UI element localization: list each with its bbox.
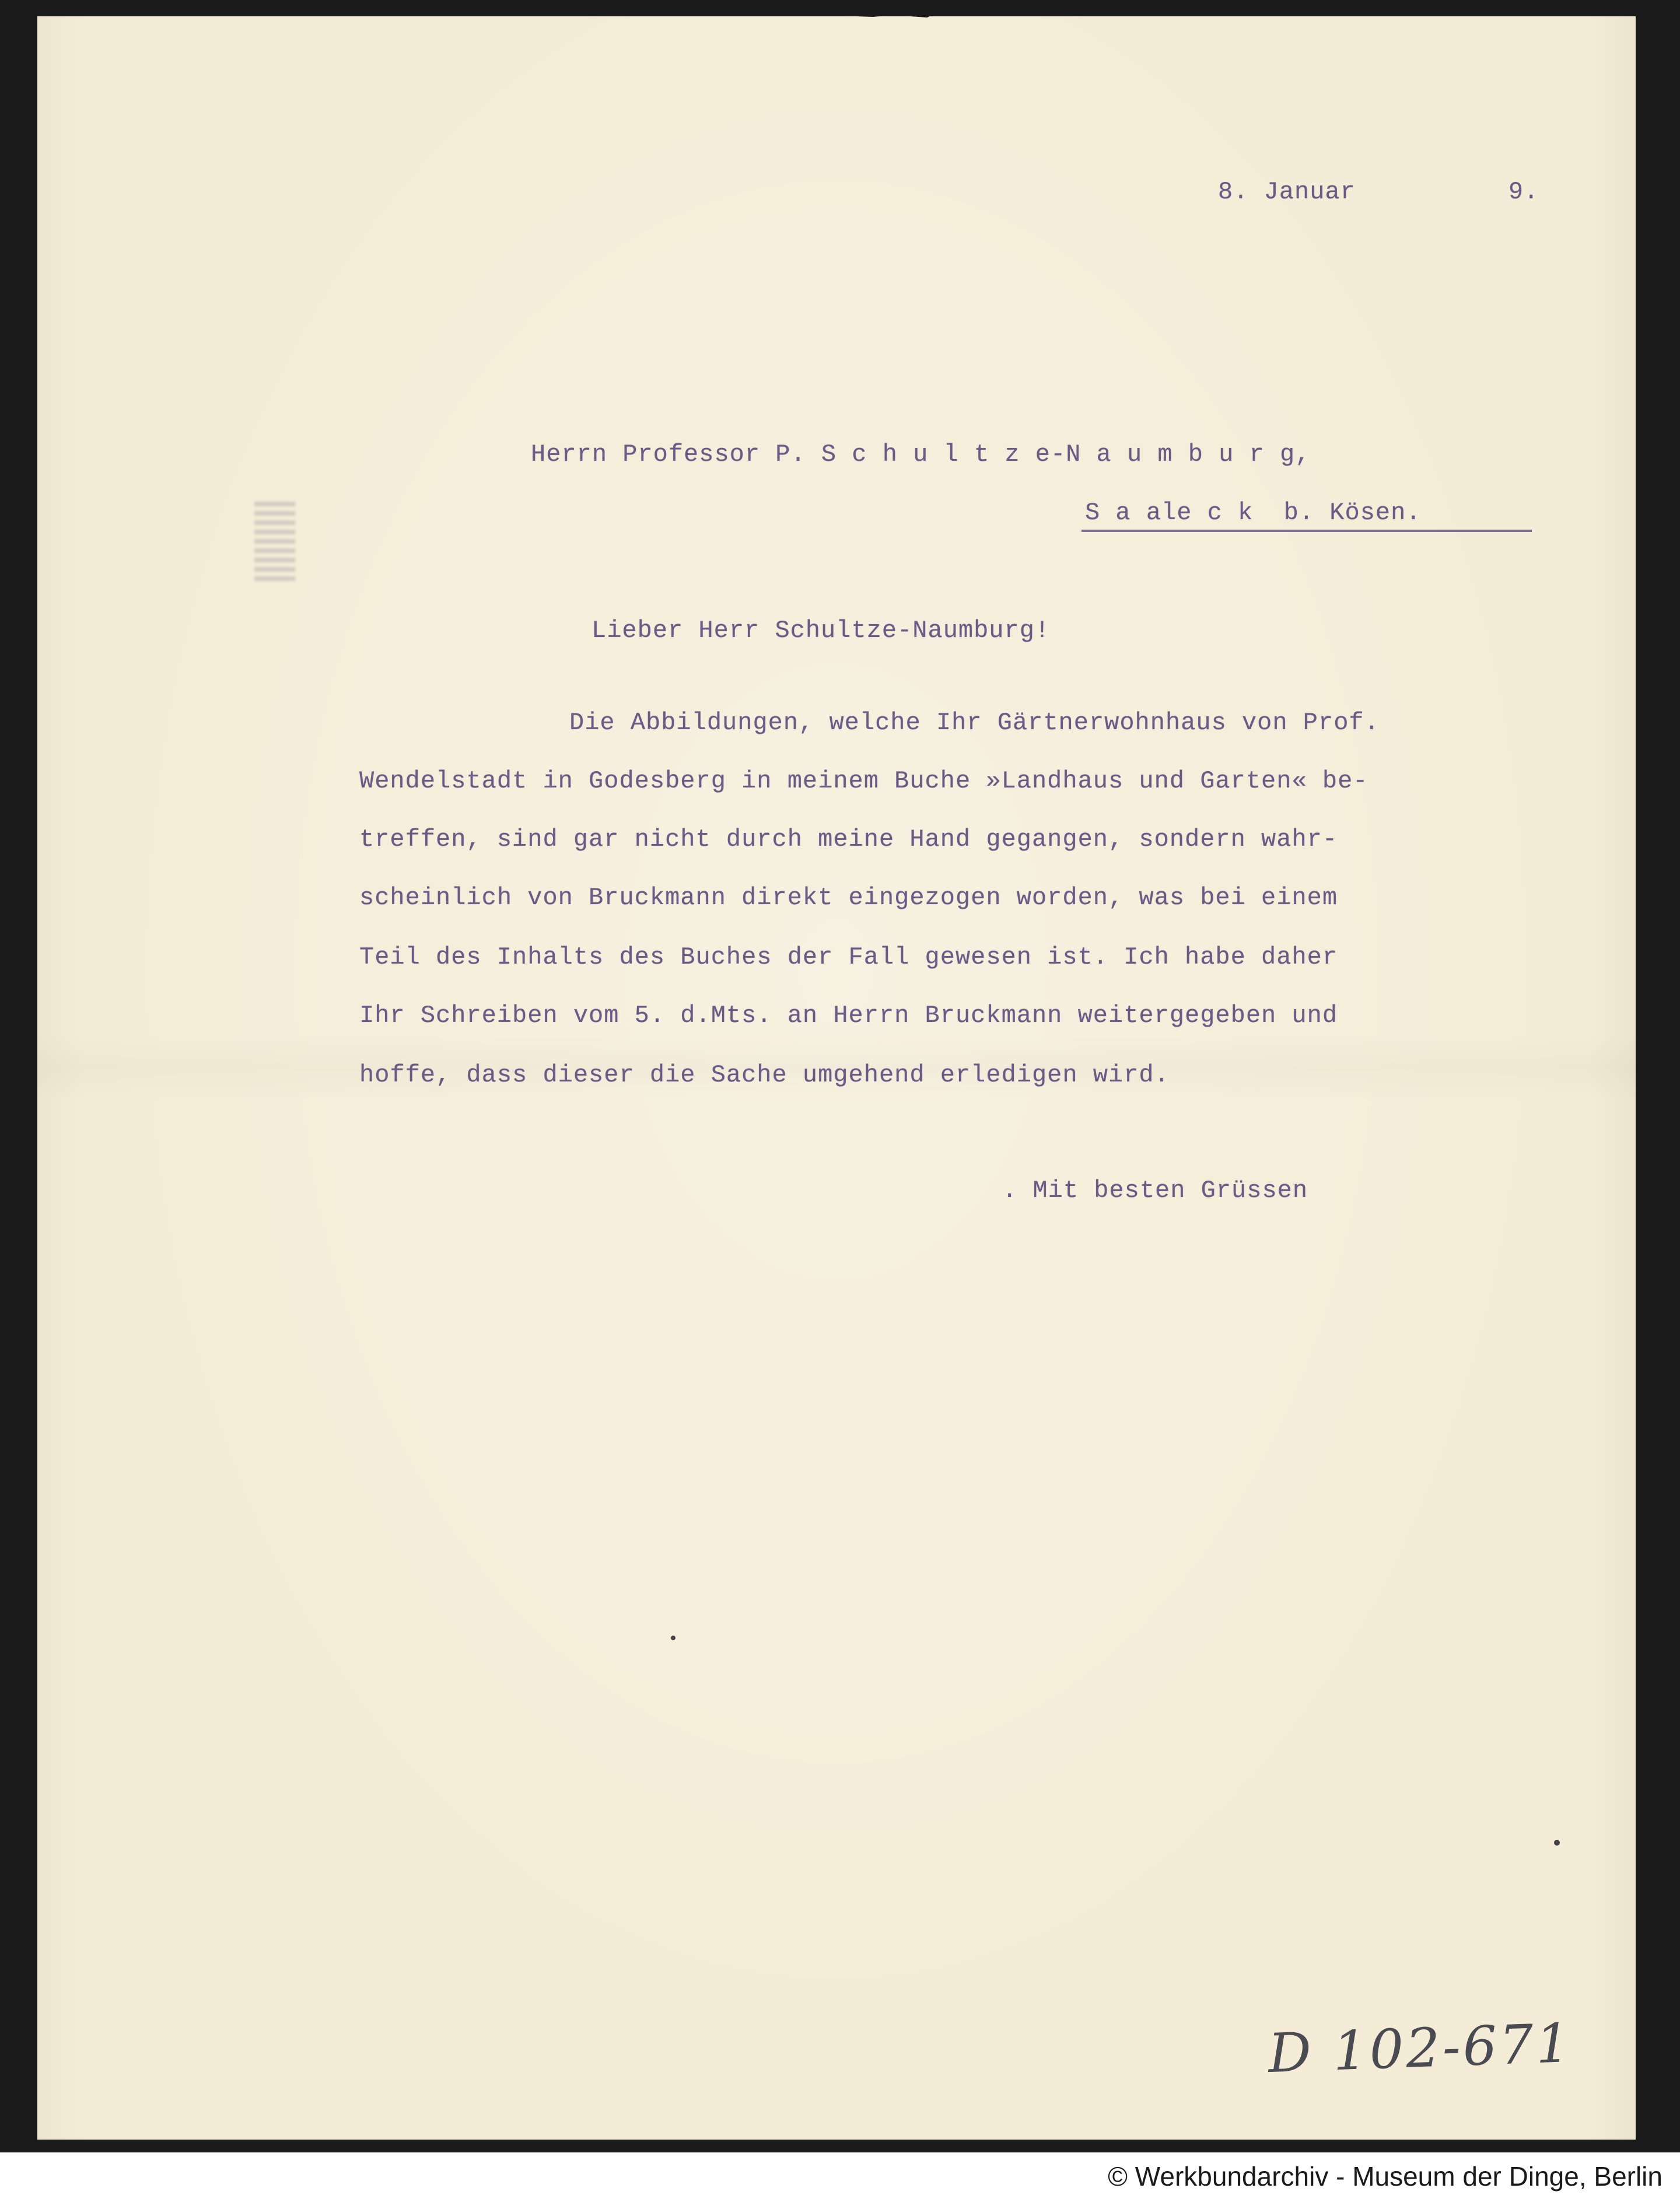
body-line: Ihr Schreiben vom 5. d.Mts. an Herrn Bruckmann weitergegeben und: [359, 1002, 1338, 1030]
letter-closing: . Mit besten Grüssen: [1002, 1177, 1308, 1205]
address-underline: [1082, 530, 1532, 532]
letter-date: 8. Januar 9.: [1218, 178, 1539, 206]
paper-speck: [671, 1636, 676, 1640]
letter-sheet: [37, 16, 1636, 2140]
body-line: Die Abbildungen, welche Ihr Gärtnerwohnhaus von Prof.: [569, 709, 1380, 737]
letter-salutation: Lieber Herr Schultze-Naumburg!: [592, 617, 1051, 645]
body-line: Wendelstadt in Godesberg in meinem Buche »Landhaus und Garten« be-: [359, 767, 1368, 795]
paper-speck: [1554, 1840, 1560, 1846]
archive-number-handwritten: D 102-671: [1267, 2011, 1574, 2085]
recipient-name: Herrn Professor P. S c h u l t z e-N a u m b u r g,: [531, 440, 1311, 468]
body-line: hoffe, dass dieser die Sache umgehend erledigen wird.: [359, 1061, 1170, 1089]
faded-stamp-mark: [254, 502, 295, 583]
body-line: Teil des Inhalts des Buches der Fall gewesen ist. Ich habe daher: [359, 943, 1338, 971]
body-line: treffen, sind gar nicht durch meine Hand gegangen, sondern wahr-: [359, 825, 1338, 853]
recipient-address: S a ale c k b. Kösen.: [1085, 499, 1422, 527]
copyright-credit: © Werkbundarchiv - Museum der Dinge, Berlin: [1108, 2161, 1662, 2192]
body-line: scheinlich von Bruckmann direkt eingezogen worden, was bei einem: [359, 884, 1338, 912]
